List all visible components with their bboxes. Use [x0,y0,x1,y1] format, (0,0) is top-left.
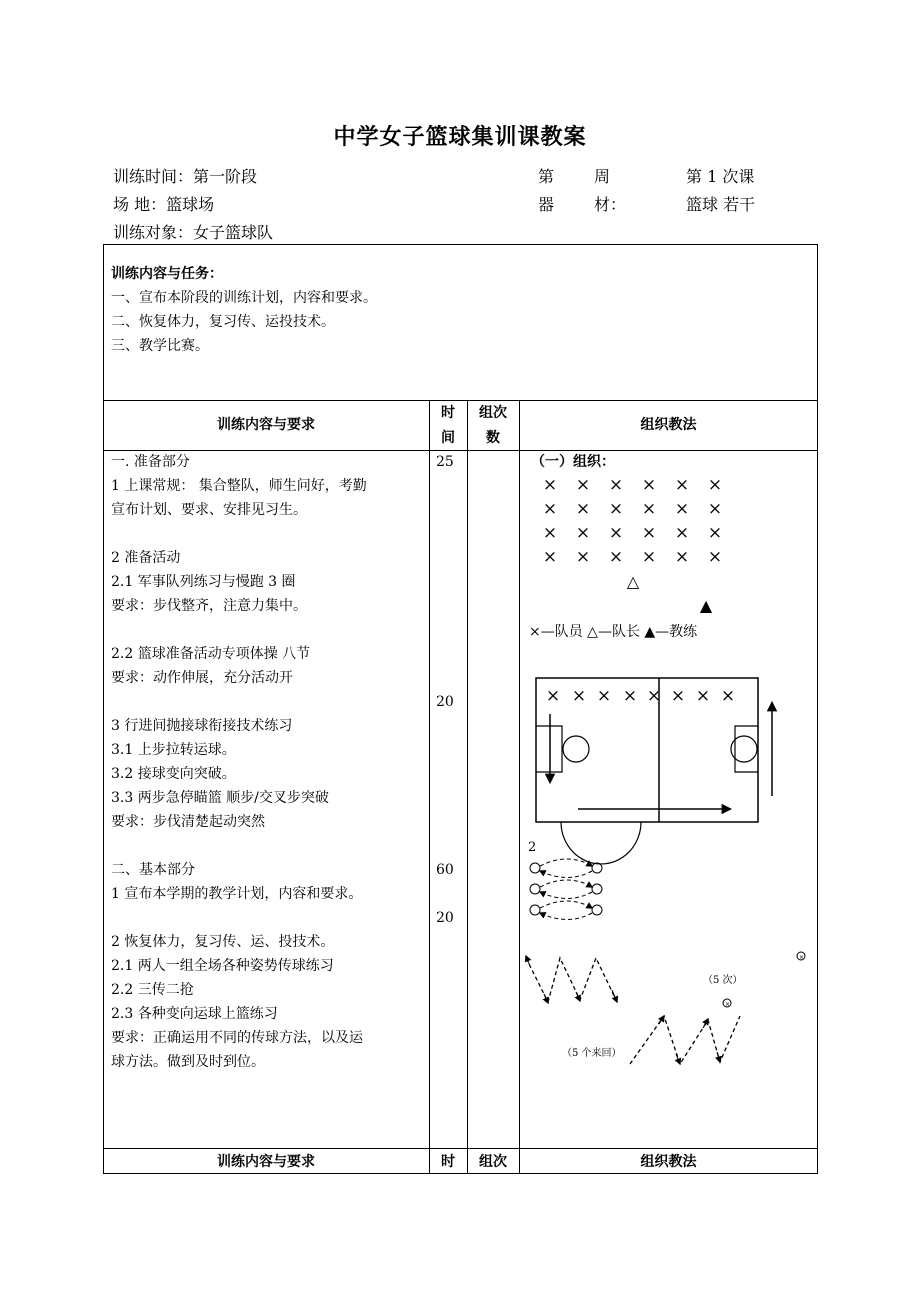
court-player: × [571,686,587,706]
footer-time: 时 [441,1154,455,1170]
content-line: 3.3 两步急停瞄篮 顺步/交叉步突破 [111,790,329,806]
content-line: 球方法。做到及时到位。 [111,1054,265,1070]
formation-player: × [707,547,723,567]
content-line: 2.1 军事队列练习与慢跑 3 圈 [111,574,296,590]
time-value: 60 [436,862,454,878]
content-line: 2.2 篮球准备活动专项体操 八节 [111,646,311,662]
note-5-times: （5 次） [703,975,743,986]
court-player: × [646,686,662,706]
formation-player: × [707,475,723,495]
venue: 场 地：篮球场 [113,195,215,214]
court-player: × [720,686,736,706]
formation-player: × [575,523,591,543]
lesson-table [103,244,818,1174]
task-item: 二、恢复体力，复习传、运投技术。 [111,314,335,330]
time-value: 20 [436,694,454,710]
col-rule-2 [467,400,468,1174]
content-line: 一. 准备部分 [111,454,190,470]
formation-player: × [608,499,624,519]
page-title: 中学女子篮球集训课教案 [333,125,587,150]
table-border-bottom [103,1173,818,1174]
table-border-left [103,244,104,1174]
week-label-a: 第 [538,167,555,186]
content-line: 2.1 两人一组全场各种姿势传球练习 [111,958,334,974]
table-border-top [103,244,818,245]
formation-player: × [542,523,558,543]
content-line: 宣布计划、要求、安排见习生。 [111,502,307,518]
content-line: 3 行进间抛接球衔接技术练习 [111,718,293,734]
header-time-a: 时 [441,405,455,421]
header-sets-b: 数 [486,430,500,446]
content-line: 2 准备活动 [111,550,181,566]
rule-header [103,450,818,451]
formation-player: × [608,475,624,495]
formation-player: × [542,475,558,495]
content-line: 2.2 三传二抢 [111,982,194,998]
tasks-heading: 训练内容与任务： [111,266,223,282]
time-value: 25 [436,454,454,470]
time-value: 20 [436,910,454,926]
header-time-b: 间 [441,430,455,446]
court-player: × [622,686,638,706]
formation-player: × [674,547,690,567]
formation-player: × [641,475,657,495]
formation-player: × [575,547,591,567]
formation-player: × [641,523,657,543]
svg-text:×: × [799,954,805,961]
formation-player: × [542,499,558,519]
formation-player: × [674,523,690,543]
captain-symbol: △ [626,572,640,591]
court-player: × [670,686,686,706]
rule-footer [103,1148,818,1149]
formation-player: × [608,523,624,543]
footer-sets: 组次 [479,1154,507,1170]
content-line: 1 宣布本学期的教学计划，内容和要求。 [111,886,363,902]
content-line: 要求：动作伸展，充分活动开 [111,670,293,686]
court-player: × [695,686,711,706]
equipment-label-a: 器 [538,195,555,214]
footer-content: 训练内容与要求 [217,1154,315,1170]
header-content: 训练内容与要求 [217,417,315,433]
method-heading: （一）组织： [531,454,615,470]
formation-player: × [707,499,723,519]
content-line: 要求：正确运用不同的传球方法，以及运 [111,1030,363,1046]
header-sets-a: 组次 [479,405,507,421]
note-5-rounds: （5 个来回） [562,1048,622,1059]
header-method: 组织教法 [640,417,697,433]
col-rule-3 [519,400,520,1174]
formation-legend: ×—队员 △—队长 ▲—教练 [529,624,698,640]
formation-player: × [575,475,591,495]
formation-player: × [641,499,657,519]
footer-method: 组织教法 [640,1154,697,1170]
court-player: × [545,686,561,706]
content-line: 2 恢复体力，复习传、运、投技术。 [111,934,335,950]
content-line: 2.3 各种变向运球上篮练习 [111,1006,278,1022]
week-label-b: 周 [594,167,611,186]
content-line: 二、基本部分 [111,862,195,878]
formation-player: × [542,547,558,567]
formation-player: × [575,499,591,519]
training-time: 训练时间：第一阶段 [113,167,258,186]
col-rule-1 [429,400,430,1174]
formation-player: × [608,547,624,567]
court-player: × [596,686,612,706]
content-line: 要求：步伐整齐，注意力集中。 [111,598,307,614]
task-item: 三、教学比赛。 [111,338,209,354]
lesson-number: 第 1 次课 [686,167,755,186]
table-border-right [817,244,818,1174]
task-item: 一、宣布本阶段的训练计划，内容和要求。 [111,290,377,306]
svg-text:×: × [725,1001,731,1008]
content-line: 要求：步伐清楚起动突然 [111,814,265,830]
drill-label-2: 2 [528,840,537,855]
formation-player: × [674,499,690,519]
equipment-label-b: 材： [594,195,627,214]
rule-tasks [103,400,818,401]
training-target: 训练对象：女子篮球队 [113,223,274,242]
content-line: 3.1 上步拉转运球。 [111,742,236,758]
equipment-value: 篮球 若干 [686,195,756,214]
formation-player: × [641,547,657,567]
content-line: 1 上课常规： 集合整队，师生问好，考勤 [111,478,367,494]
formation-player: × [674,475,690,495]
coach-symbol: ▲ [699,596,713,615]
formation-player: × [707,523,723,543]
content-line: 3.2 接球变向突破。 [111,766,236,782]
